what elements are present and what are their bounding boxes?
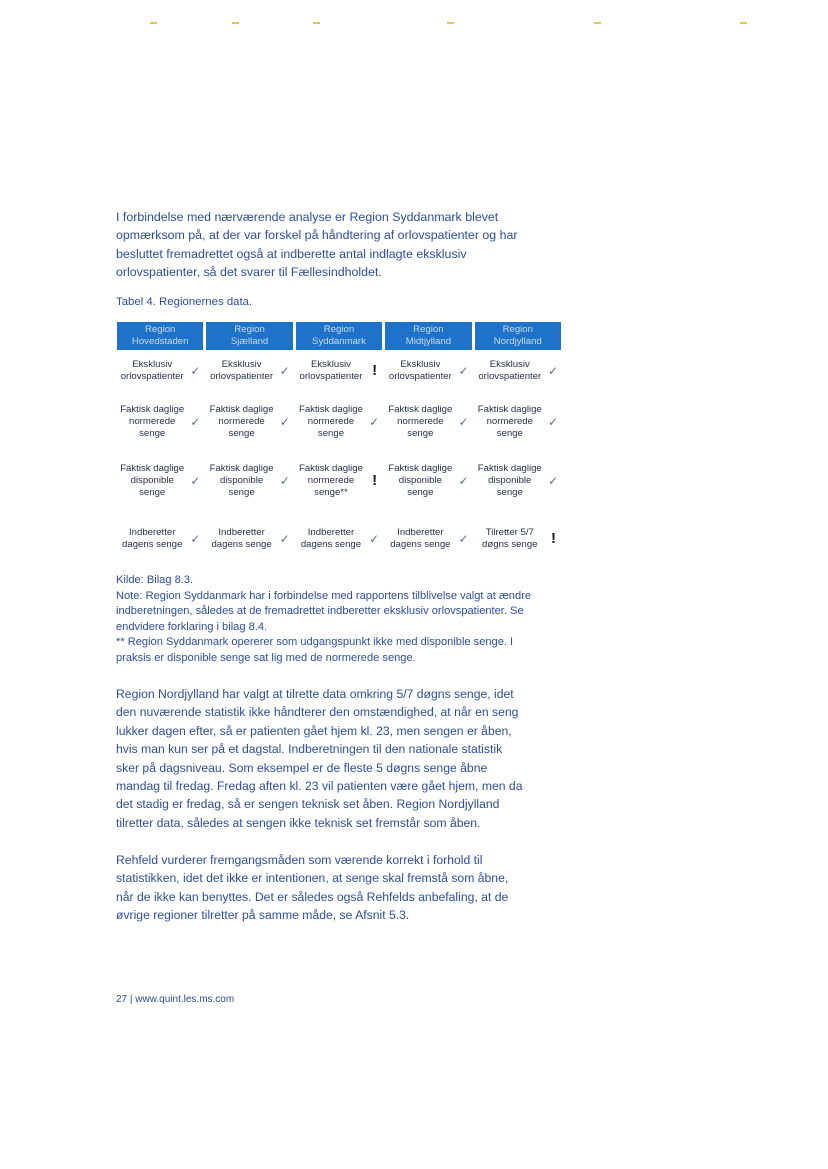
table-cell bbox=[206, 392, 292, 452]
explanatory-note: Note: Region Syddanmark har i forbindelse med rapportens tilblivelse valgt at ændre indberetningen, således at de fremadrettet indberetter eksklusiv orlovspatienter. Se endvidere forklaring i bilag 8.4. bbox=[116, 589, 532, 633]
checkmark-icon: ✓ bbox=[369, 414, 380, 429]
checkmark-icon: ✓ bbox=[190, 531, 201, 546]
cell-text: Indberetter dagens senge bbox=[300, 526, 362, 550]
header-nordjylland: Region Nordjylland bbox=[475, 322, 561, 350]
table-cell bbox=[117, 510, 203, 568]
checkmark-icon: ✓ bbox=[547, 414, 558, 429]
cell-text: Faktisk daglige normerede senge bbox=[120, 403, 185, 440]
checkmark-icon: ✓ bbox=[458, 531, 469, 546]
paragraph-nordjylland: Region Nordjylland har valgt at tilrette data omkring 5/7 døgns senge, idet den nuværende statistik ikke håndterer den omstændighed, at når en seng lukker dagen efter, så er patienten gået hjem kl. 23, men sengen er åben, hvis man kun ser på et dagstal. Indberetningen til den nationale statistik sker på dagsniveau. Som eksempel er de fleste 5 døgns senge åbne mandag til fredag. Fredag aften kl. 23 vil patienten være gået hjem, men da det stadig er fredag, så er sengen teknisk set åben. Region Nordjylland tilretter data, således at sengen ikke teknisk set fremstår som åben. bbox=[116, 687, 523, 830]
checkmark-icon: ✓ bbox=[190, 363, 201, 378]
cell-text: Faktisk daglige normerede senge bbox=[477, 403, 542, 440]
cell-text: Faktisk daglige normerede senge bbox=[388, 403, 453, 440]
table-cell bbox=[206, 452, 292, 510]
table-cell bbox=[117, 392, 203, 452]
table-row bbox=[117, 392, 561, 452]
checkmark-icon: ✓ bbox=[369, 531, 380, 546]
header-hovedstaden: Region Hovedstaden bbox=[117, 322, 203, 350]
table-cell bbox=[475, 350, 561, 392]
source-note: Kilde: Bilag 8.3. bbox=[116, 574, 194, 586]
cell-text: Tilretter 5/7 døgns senge bbox=[482, 526, 538, 550]
cell-text: Eksklusiv orlovspatienter bbox=[478, 358, 542, 382]
cell-text: Faktisk daglige normerede senge bbox=[209, 403, 274, 440]
cell-text: Eksklusiv orlovspatienter bbox=[388, 358, 452, 382]
decorative-mark bbox=[232, 22, 239, 24]
exclamation-icon: ! bbox=[372, 361, 378, 379]
checkmark-icon: ✓ bbox=[458, 414, 469, 429]
table-cell bbox=[206, 350, 292, 392]
checkmark-icon: ✓ bbox=[279, 473, 290, 488]
cell-text: Faktisk daglige disponible senge bbox=[388, 462, 453, 499]
exclamation-icon: ! bbox=[372, 471, 378, 489]
table-notes bbox=[116, 573, 536, 667]
decorative-mark bbox=[150, 22, 157, 24]
table-cell bbox=[385, 392, 471, 452]
table-cell bbox=[296, 350, 382, 392]
cell-text: Faktisk daglige normerede senge bbox=[298, 403, 363, 440]
paragraph-rehfeld: Rehfeld vurderer fremgangsmåden som værende korrekt i forhold til statistikken, idet det ikke er intentionen, at senge skal fremstå som åbne, når de ikke kan benyttes. Det er således også Rehfelds anbefaling, at de øvrige regioner tilretter på samme måde, se Afsnit 5.3. bbox=[116, 853, 509, 923]
regions-table bbox=[114, 322, 564, 568]
table-cell bbox=[206, 510, 292, 568]
table-cell bbox=[296, 510, 382, 568]
checkmark-icon: ✓ bbox=[458, 363, 469, 378]
table-caption: Tabel 4. Regionernes data. bbox=[116, 296, 253, 308]
table-cell bbox=[117, 452, 203, 510]
cell-text: Faktisk daglige disponible senge bbox=[477, 462, 542, 499]
table-row bbox=[117, 510, 561, 568]
checkmark-icon: ✓ bbox=[547, 363, 558, 378]
cell-text: Indberetter dagens senge bbox=[122, 526, 183, 550]
table-cell bbox=[296, 392, 382, 452]
table-cell bbox=[117, 350, 203, 392]
page-footer: 27 | www.quint.les.ms.com bbox=[116, 994, 235, 1005]
table-cell bbox=[296, 452, 382, 510]
table-row bbox=[117, 452, 561, 510]
decorative-mark bbox=[313, 22, 320, 24]
header-midtjylland: Region Midtjylland bbox=[385, 322, 471, 350]
checkmark-icon: ✓ bbox=[547, 473, 558, 488]
cell-text: Eksklusiv orlovspatienter bbox=[210, 358, 274, 382]
checkmark-icon: ✓ bbox=[458, 473, 469, 488]
decorative-mark bbox=[594, 22, 601, 24]
table-cell bbox=[385, 510, 471, 568]
cell-text: Indberetter dagens senge bbox=[211, 526, 272, 550]
top-decorative-marks bbox=[0, 14, 828, 34]
decorative-mark bbox=[740, 22, 747, 24]
checkmark-icon: ✓ bbox=[279, 531, 290, 546]
checkmark-icon: ✓ bbox=[190, 414, 201, 429]
checkmark-icon: ✓ bbox=[190, 473, 201, 488]
header-syddanmark: Region Syddanmark bbox=[296, 322, 382, 350]
table-cell bbox=[385, 350, 471, 392]
table-cell bbox=[385, 452, 471, 510]
cell-text: Faktisk daglige disponible senge bbox=[120, 462, 185, 499]
cell-text: Eksklusiv orlovspatienter bbox=[299, 358, 363, 382]
header-sjaelland: Region Sjælland bbox=[206, 322, 292, 350]
footnote: ** Region Syddanmark opererer som udgangspunkt ikke med disponible senge. I praksis er disponible senge sat lig med de normerede senge. bbox=[116, 636, 514, 664]
checkmark-icon: ✓ bbox=[279, 363, 290, 378]
exclamation-icon: ! bbox=[551, 529, 556, 547]
intro-paragraph: I forbindelse med nærværende analyse er Region Syddanmark blevet opmærksom på, at der var forskel på håndtering af orlovspatienter og har besluttet fremadrettet også at indberette antal indlagte eksklusiv orlovspatienter, så det svarer til Fællesindholdet. bbox=[116, 210, 518, 280]
cell-text: Indberetter dagens senge bbox=[390, 526, 451, 550]
checkmark-icon: ✓ bbox=[279, 414, 290, 429]
cell-text: Faktisk daglige disponible senge bbox=[209, 462, 274, 499]
table-cell bbox=[475, 510, 561, 568]
cell-text: Eksklusiv orlovspatienter bbox=[120, 358, 184, 382]
table-cell bbox=[475, 452, 561, 510]
table-header-row bbox=[117, 322, 561, 350]
table-cell bbox=[475, 392, 561, 452]
decorative-mark bbox=[447, 22, 454, 24]
table-row bbox=[117, 350, 561, 392]
cell-text: Faktisk daglige normerede senge** bbox=[298, 462, 363, 499]
